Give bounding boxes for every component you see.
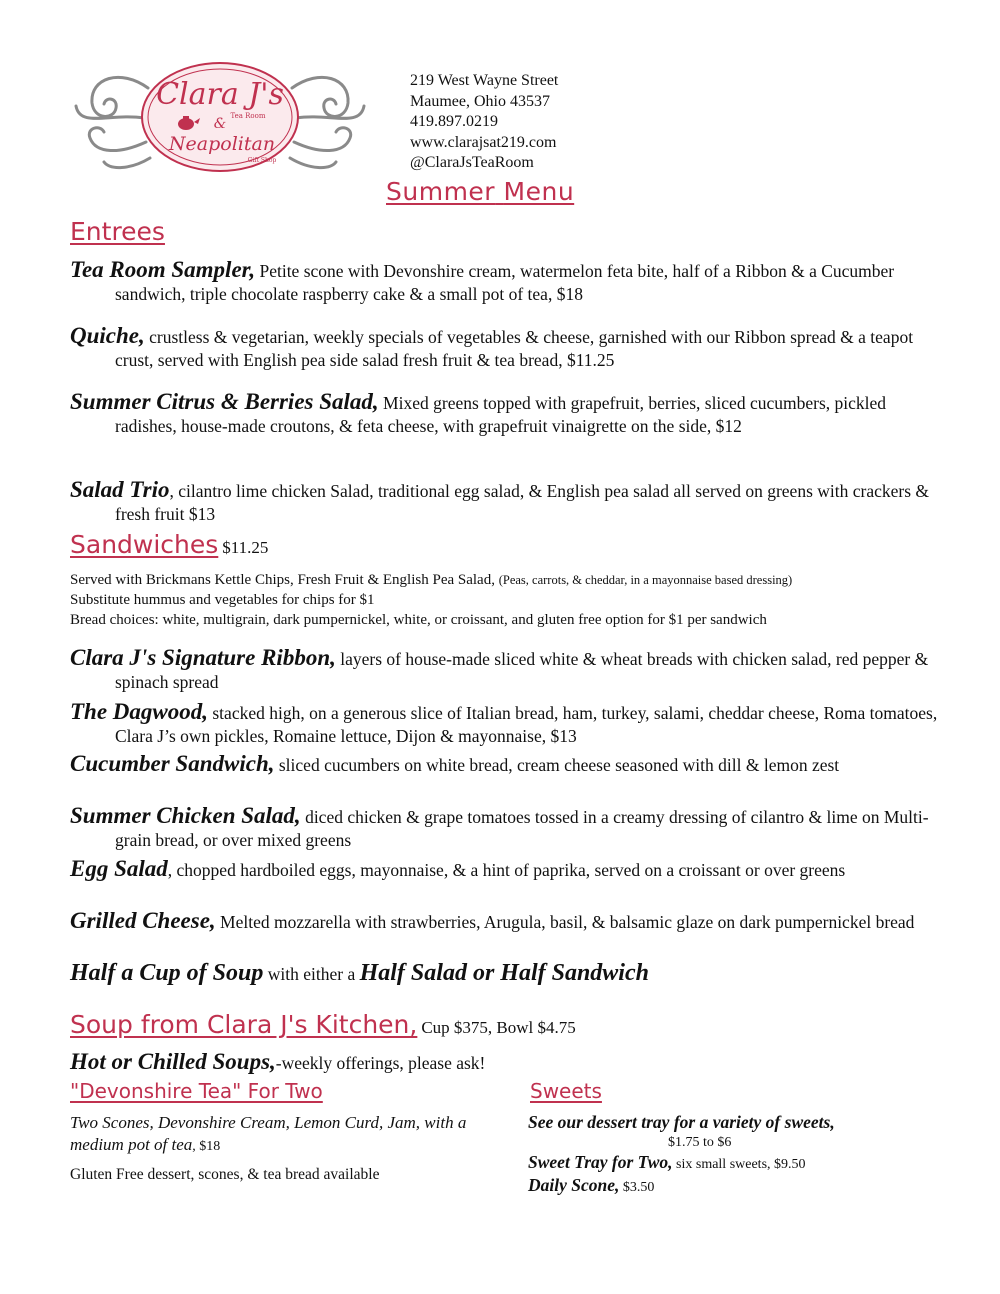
website: www.clarajsat219.com	[410, 133, 557, 151]
sweets-tray-price: $1.75 to $6	[668, 1135, 732, 1150]
menu-item	[70, 258, 940, 306]
sweets-tray	[528, 1111, 948, 1133]
menu-item	[70, 700, 940, 748]
item-name: Tea Room Sampler,	[70, 257, 256, 282]
title-word-menu: Menu	[503, 177, 575, 206]
social-handle: @ClaraJsTeaRoom	[410, 154, 534, 171]
soup-line	[70, 1050, 940, 1075]
logo-ampersand: &	[213, 116, 227, 132]
item-desc: crustless & vegetarian, weekly specials of vegetables & cheese, garnished with our Ribbon spread & a teapot crust, served with English pea side salad fresh fruit & tea bread, $11.25	[115, 327, 914, 370]
sides-text: Served with Brickmans Kettle Chips, Fresh Fruit & English Pea Salad,	[70, 572, 499, 588]
clara-js-logo	[70, 58, 370, 176]
item-desc: , cilantro lime chicken Salad, traditional egg salad, & English pea salad all served on greens with crackers & fresh fruit $13	[115, 481, 930, 524]
sandwich-note-bread: Bread choices: white, multigrain, dark pumpernickel, white, or croissant, and gluten free option for $1 per sandwich	[70, 612, 767, 628]
devonshire-desc	[70, 1112, 490, 1158]
devonshire-heading-text: "Devonshire Tea" For Two	[70, 1079, 323, 1103]
logo-name: Clara J's	[156, 77, 284, 112]
half-salad-sandwich: Half Salad or Half Sandwich	[359, 960, 649, 986]
menu-item	[70, 804, 940, 852]
menu-item	[70, 478, 940, 526]
entrees-heading-text: Entrees	[70, 217, 165, 246]
item-desc: Petite scone with Devonshire cream, watermelon feta bite, half of a Ribbon & a Cucumber sandwich, triple chocolate raspberry cake & a small pot of tea, $18	[115, 261, 895, 304]
item-name: Summer Citrus & Berries Salad,	[70, 389, 379, 414]
item-name: Quiche,	[70, 323, 145, 348]
sandwich-note-sides	[70, 570, 950, 590]
half-combo-connector: with either a	[263, 964, 360, 984]
item-desc: stacked high, on a generous slice of Italian bread, ham, turkey, salami, cheddar cheese, Roma tomatoes, Clara J’s own pickles, Romaine lettuce, Dijon & mayonnaise, $13	[115, 703, 938, 746]
daily-scone	[528, 1174, 948, 1199]
item-desc: layers of house-made sliced white & wheat breads with chicken salad, red pepper & spinach spread	[115, 649, 929, 692]
item-name: Cucumber Sandwich,	[70, 751, 275, 776]
devonshire-desc-text: Two Scones, Devonshire Cream, Lemon Curd, Jam, with a medium pot of tea	[70, 1113, 467, 1154]
sandwiches-price: $11.25	[222, 538, 269, 557]
entrees-heading	[70, 217, 165, 246]
item-name: Grilled Cheese,	[70, 908, 216, 933]
item-desc: sliced cucumbers on white bread, cream cheese seasoned with dill & lemon zest	[274, 755, 840, 775]
sweet-tray-two-price: six small sweets, $9.50	[672, 1157, 806, 1172]
menu-item	[70, 324, 940, 372]
soup-heading-text: Soup from Clara J's Kitchen,	[70, 1010, 418, 1039]
sandwiches-heading	[70, 530, 268, 559]
item-name: The Dagwood,	[70, 699, 208, 724]
soup-name: Hot or Chilled Soups,	[70, 1049, 276, 1074]
page-title	[386, 177, 574, 206]
soup-heading	[70, 1010, 576, 1039]
city-state-zip: Maumee, Ohio 43537	[410, 92, 550, 110]
sweets-tray-text: See our dessert tray for a variety of sweets,	[528, 1112, 835, 1132]
item-name: Salad Trio	[70, 477, 170, 502]
devonshire-heading	[70, 1079, 323, 1103]
soup-desc: -weekly offerings, please ask!	[275, 1053, 486, 1073]
item-name: Summer Chicken Salad,	[70, 803, 301, 828]
sweets-heading	[530, 1079, 602, 1103]
menu-item	[70, 857, 940, 882]
daily-scone-price: $3.50	[619, 1180, 655, 1195]
sandwiches-heading-text: Sandwiches	[70, 530, 219, 559]
title-word-summer: Summer	[386, 177, 496, 206]
sandwich-note-substitute: Substitute hummus and vegetables for chips for $1	[70, 592, 375, 608]
address-block	[410, 71, 558, 174]
logo-gift-shop: Gift Shop	[247, 157, 277, 164]
devonshire-price: , $18	[192, 1139, 221, 1154]
logo-tea-room: Tea Room	[230, 112, 266, 120]
soup-price: Cup $375, Bowl $4.75	[421, 1018, 576, 1037]
sweet-tray-for-two	[528, 1151, 948, 1176]
item-desc: , chopped hardboiled eggs, mayonnaise, & a hint of paprika, served on a croissant or over greens	[167, 860, 846, 880]
sweets-heading-text: Sweets	[530, 1079, 602, 1103]
item-name: Egg Salad	[70, 856, 168, 881]
gluten-free-note: Gluten Free dessert, scones, & tea bread available	[70, 1166, 380, 1183]
logo-neapolitan: Neapolitan	[168, 133, 276, 155]
half-combo-line	[70, 962, 940, 986]
menu-item	[70, 909, 940, 934]
item-desc: Melted mozzarella with strawberries, Arugula, basil, & balsamic glaze on dark pumpernickel bread	[215, 912, 915, 932]
phone-number: 419.897.0219	[410, 113, 498, 130]
menu-item	[70, 646, 940, 694]
menu-item	[70, 752, 940, 777]
sweet-tray-two-name: Sweet Tray for Two,	[528, 1152, 673, 1172]
item-name: Clara J's Signature Ribbon,	[70, 645, 336, 670]
item-desc: Mixed greens topped with grapefruit, berries, sliced cucumbers, pickled radishes, house-made croutons, & feta cheese, with grapefruit vinaigrette on the side, $12	[115, 393, 887, 436]
daily-scone-name: Daily Scone,	[528, 1175, 620, 1195]
street-address: 219 West Wayne Street	[410, 72, 559, 89]
menu-item	[70, 390, 940, 438]
half-cup-soup: Half a Cup of Soup	[70, 960, 264, 986]
item-desc: diced chicken & grape tomatoes tossed in a creamy dressing of cilantro & lime on Multi-grain bread, or over mixed greens	[115, 807, 929, 850]
pea-salad-note: (Peas, carrots, & cheddar, in a mayonnaise based dressing)	[498, 573, 793, 587]
